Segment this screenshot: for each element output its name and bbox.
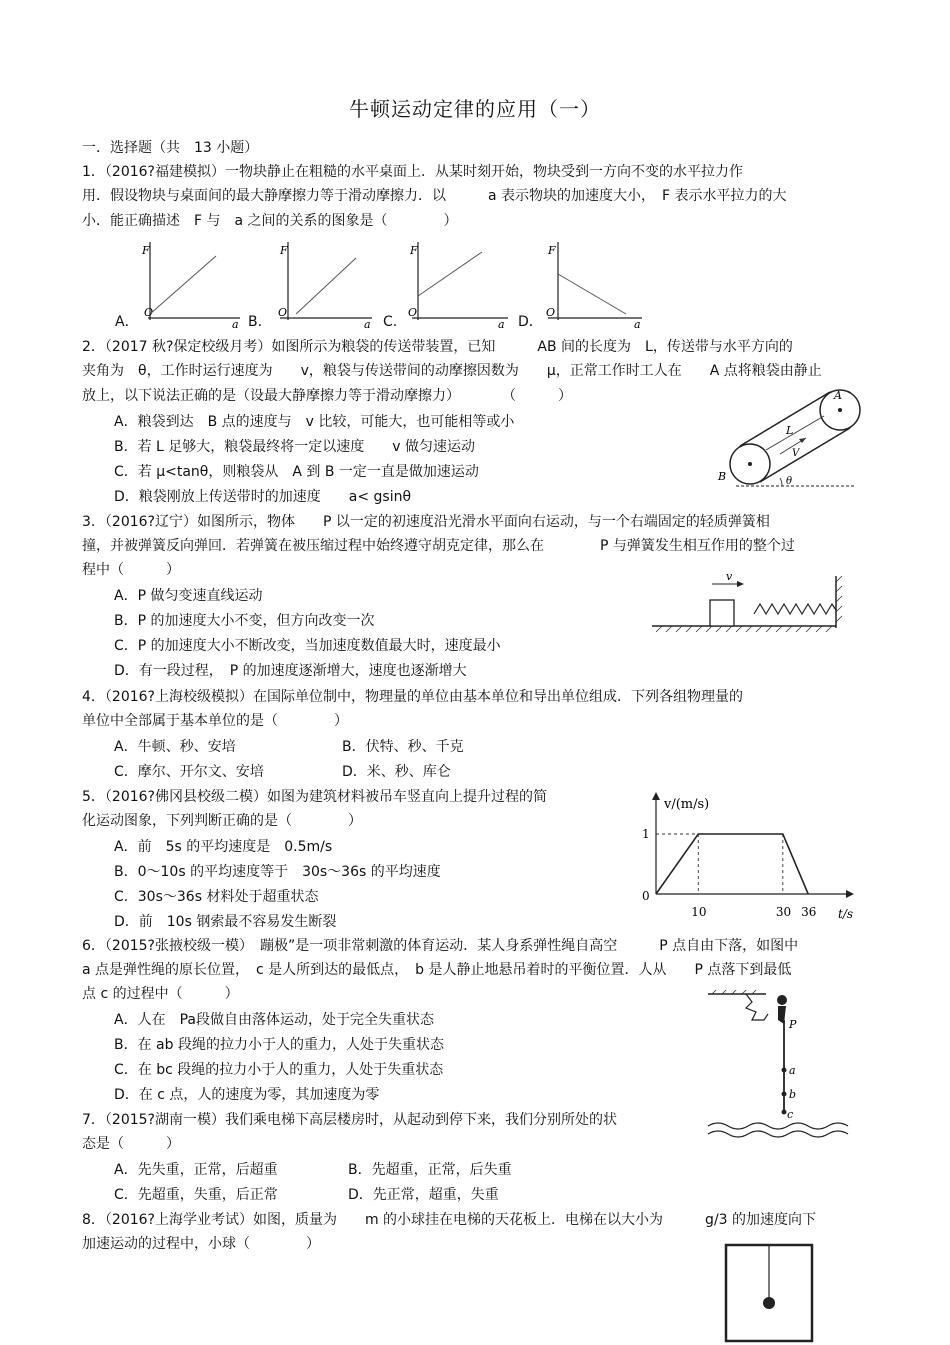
label-b: B [718, 470, 727, 483]
elastic-rope [746, 994, 768, 1020]
q2-option-d: D．粮袋刚放上传送带时的加速度 a< gsinθ [114, 489, 412, 505]
a-axis-label: a [364, 318, 371, 330]
label-a: A [834, 389, 842, 402]
point-b [782, 1092, 787, 1097]
q2-line2: 夹角为 θ，工作时运行速度为 v，粮袋与传送带间的动摩擦因数为 μ，正常工作时工人在 A 点将粮袋由静止 [82, 363, 822, 379]
graph-line [558, 274, 626, 314]
q5-line1: 5．（2016?佛冈县校级二模）如图为建筑材料被吊车竖直向上提升过程的简 [82, 789, 547, 805]
q2-option-a: A．粮袋到达 B 点的速度与 v 比较，可能大，也可能相等或小 [114, 414, 515, 430]
q1-line3: 小．能正确描述 F 与 a 之间的关系的图象是（ ） [82, 213, 458, 229]
q1-option-a-label: A． [115, 314, 139, 330]
belt-bottom [760, 428, 850, 482]
q6-option-b: B．在 ab 段绳的拉力小于人的重力，人处于失重状态 [114, 1037, 444, 1053]
bungee-jump-figure [706, 990, 862, 1142]
y-tick-label: 1 [642, 827, 650, 841]
label-l: L [786, 424, 794, 437]
f-axis-label: F [548, 244, 556, 257]
f-axis-label: F [410, 244, 418, 257]
q6-option-c: C．在 bc 段绳的拉力小于人的重力，人处于失重状态 [114, 1062, 444, 1078]
q3-option-a: A．P 做匀变速直线运动 [114, 588, 263, 604]
ball [763, 1297, 775, 1309]
point-a [782, 1068, 787, 1073]
spring [754, 604, 836, 614]
q6-line2: a 点是弹性绳的原长位置， c 是人所到达的最低点， b 是人静止地悬吊着时的平衡位置．人从 P 点落下到最低 [82, 962, 792, 978]
label-theta: θ [786, 476, 793, 487]
f-axis-label: F [142, 244, 150, 257]
point-c [782, 1110, 787, 1115]
water-wave-1 [708, 1123, 848, 1129]
block-p [710, 600, 734, 626]
q2-option-c: C．若 μ<tanθ，则粮袋从 A 到 B 一定一直是做加速运动 [114, 464, 479, 480]
person-head [777, 995, 787, 1005]
spring-block-figure [650, 570, 846, 634]
x-tick-label: 36 [801, 905, 817, 919]
label-c: c [787, 1108, 794, 1121]
q4-option-c: C．摩尔、开尔文、安培 [114, 764, 264, 780]
origin-label: 0 [642, 889, 650, 903]
label-a: a [789, 1064, 796, 1077]
conveyor-belt-figure [706, 386, 862, 492]
q1-option-b-label: B. [248, 314, 263, 330]
q2-line3: 放上，以下说法正确的是（设最大静摩擦力等于滑动摩擦力） （ ） [82, 388, 572, 404]
velocity-label: v [726, 570, 733, 583]
origin-label: O [144, 306, 154, 319]
graph-line [418, 252, 482, 296]
f-axis-label: F [280, 244, 288, 257]
a-axis-label: a [232, 318, 239, 330]
q3-option-c: C．P 的加速度大小不断改变，当加速度数值最大时，速度最小 [114, 638, 501, 654]
q4-line2: 单位中全部属于基本单位的是（ ） [82, 713, 348, 729]
section-heading: 一．选择题（共 13 小题） [82, 140, 259, 156]
q2-line1: 2．（2017 秋?保定校级月考）如图所示为粮袋的传送带装置，已知 AB 间的长度为 L，传送带与水平方向的 [82, 339, 793, 355]
q3-line2: 撞，并被弹簧反向弹回．若弹簧在被压缩过程中始终遵守胡克定律，那么在 P 与弹簧发生相互作用的整个过 [82, 538, 795, 554]
q1-option-d-label: D． [518, 314, 543, 330]
q1-option-c-label: C. [383, 314, 398, 330]
q5-option-d: D．前 10s 钢索最不容易发生断裂 [114, 914, 337, 930]
q1-line1: 1．（2016?福建模拟）一物块静止在粗糙的水平桌面上．从某时刻开始，物块受到一方向不变的水平拉力作 [82, 164, 743, 180]
belt-top [740, 392, 830, 446]
q4-option-a: A．牛顿、秒、安培 [114, 739, 236, 755]
q7-line1: 7．（2015?湖南一模）我们乘电梯下高层楼房时，从起动到停下来，我们分别所处的状 [82, 1112, 617, 1128]
graph-line [150, 256, 216, 314]
origin-label: O [546, 306, 556, 319]
q5-option-c: C．30s～36s 材料处于超重状态 [114, 889, 319, 905]
x-tick-label: 30 [775, 905, 792, 919]
q6-option-a: A．人在 Pa段做自由落体运动，处于完全失重状态 [114, 1012, 434, 1028]
q3-line3: 程中（ ） [82, 562, 180, 578]
q8-line1: 8．（2016?上海学业考试）如图，质量为 m 的小球挂在电梯的天花板上．电梯在以大小为 g/3 的加速度向下 [82, 1212, 817, 1228]
elevator-figure [722, 1243, 818, 1343]
q5-line2: 化运动图象，下列判断正确的是（ ） [82, 813, 362, 829]
q5-option-a: A．前 5s 的平均速度是 0.5m/s [114, 839, 333, 855]
q5-option-b: B．0～10s 的平均速度等于 30s～36s 的平均速度 [114, 864, 441, 880]
q1-graph-a [140, 238, 244, 330]
velocity-time-chart [626, 786, 862, 922]
q1-graph-d [540, 238, 646, 330]
q6-line1: 6．（2015?张掖校级一模） 蹦极”是一项非常刺激的体育运动．某人身系弹性绳自高空 P 点自由下落，如图中 [82, 938, 799, 954]
q3-line1: 3．（2016?辽宁）如图所示，物体 P 以一定的初速度沿光滑水平面向右运动，与一个右端固定的轻质弹簧相 [82, 514, 770, 530]
q1-graph-c [404, 238, 512, 330]
origin-label: O [408, 306, 418, 319]
label-p: P [789, 1018, 797, 1031]
origin-label: O [278, 306, 288, 319]
q6-option-d: D．在 c 点，人的速度为零，其加速度为零 [114, 1087, 380, 1103]
q4-line1: 4．（2016?上海校级模拟）在国际单位制中，物理量的单位由基本单位和导出单位组成．下列各组物理量的 [82, 689, 743, 705]
q7-option-c: C．先超重，失重，后正常 [114, 1187, 278, 1203]
q3-option-d: D．有一段过程， P 的加速度逐渐增大，速度也逐渐增大 [114, 663, 467, 679]
a-axis-label: a [634, 318, 641, 330]
q7-option-d: D．先正常，超重，失重 [348, 1187, 499, 1203]
q1-graph-b [272, 238, 376, 330]
q7-option-a: A．先失重，正常，后超重 [114, 1162, 278, 1178]
q6-line3: 点 c 的过程中（ ） [82, 986, 239, 1002]
page-title: 牛顿运动定律的应用（一） [349, 97, 601, 121]
q2-option-b: B．若 L 足够大，粮袋最终将一定以速度 v 做匀速运动 [114, 439, 476, 455]
x-tick-label: 10 [691, 905, 707, 919]
q7-line2: 态是（ ） [82, 1136, 180, 1152]
q7-option-b: B．先超重，正常，后失重 [348, 1162, 512, 1178]
y-axis-label: v/(m/s) [664, 797, 710, 812]
q3-option-b: B．P 的加速度大小不变，但方向改变一次 [114, 613, 375, 629]
q1-line2: 用．假设物块与桌面间的最大静摩擦力等于滑动摩擦力．以 a 表示物块的加速度大小， F 表示水平拉力的大 [82, 188, 787, 204]
x-axis-label: t/s [838, 907, 854, 921]
y-axis-arrow [652, 792, 660, 800]
q4-option-d: D．米、秒、库仑 [342, 764, 451, 780]
water-wave-2 [708, 1131, 848, 1137]
label-b: b [789, 1088, 797, 1101]
label-v: V [792, 448, 800, 459]
q8-line2: 加速运动的过程中，小球（ ） [82, 1236, 320, 1252]
velocity-series-line [656, 834, 808, 894]
graph-line [296, 258, 356, 314]
a-axis-label: a [498, 318, 505, 330]
q4-option-b: B．伏特、秒、千克 [342, 739, 464, 755]
x-axis-arrow [846, 890, 854, 898]
